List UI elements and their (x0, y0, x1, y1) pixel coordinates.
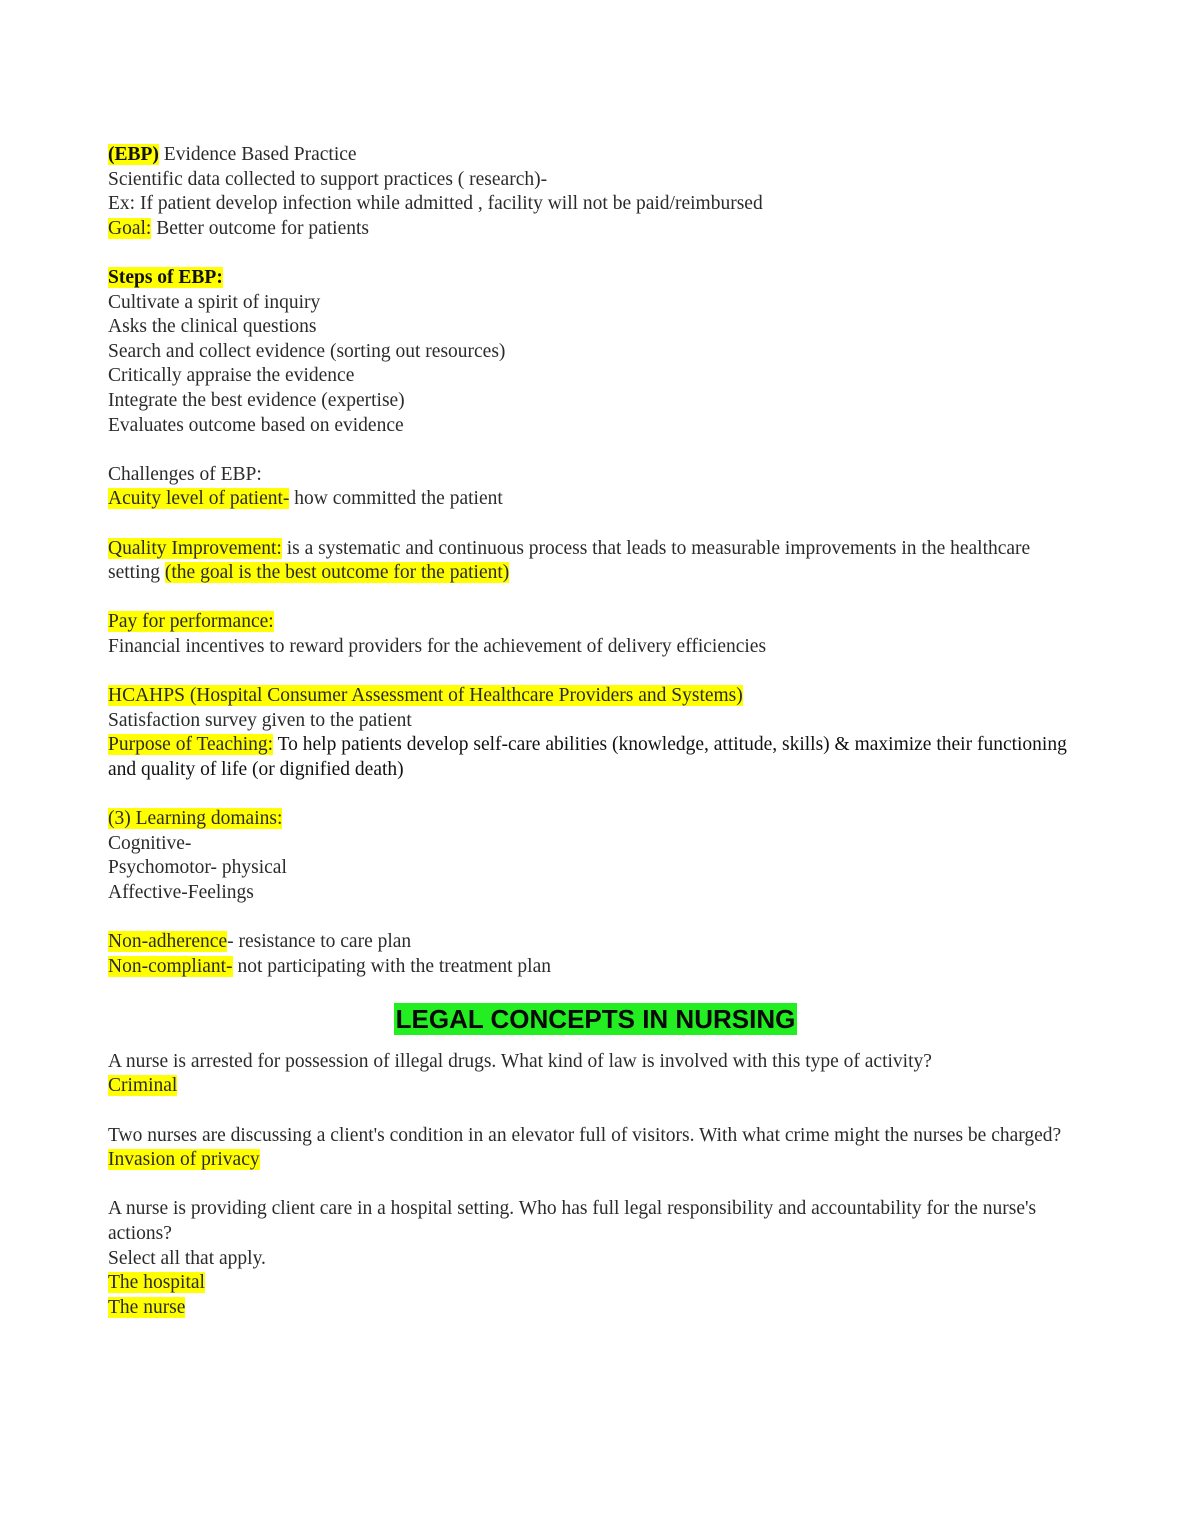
quality-goal: (the goal is the best outcome for the patient) (164, 562, 510, 584)
legal-answer-2: Invasion of privacy (108, 1149, 260, 1171)
steps-item: Integrate the best evidence (expertise) (108, 389, 405, 411)
ebp-title-line (108, 143, 1083, 168)
teaching-paragraph (108, 733, 1083, 782)
challenges-line (108, 487, 1083, 512)
ebp-example: Ex: If patient develop infection while admitted , facility will not be paid/reimbursed (108, 193, 763, 215)
pay-term: Pay for performance: (108, 611, 274, 633)
challenges-text: how committed the patient (289, 488, 503, 510)
domains-item: Cognitive- (108, 832, 192, 854)
legal-answer-2-line (108, 1148, 1083, 1173)
legal-answer-1: Criminal (108, 1075, 178, 1097)
legal-answer-3b-line (108, 1296, 1083, 1321)
challenges-term: Acuity level of patient- (108, 488, 290, 510)
legal-question-1: A nurse is arrested for possession of illegal drugs. What kind of law is involved with this type of activity? (108, 1050, 932, 1072)
steps-item: Critically appraise the evidence (108, 365, 355, 387)
document-page (108, 143, 1083, 1320)
steps-item: Evaluates outcome based on evidence (108, 414, 404, 436)
legal-question-3-note: Select all that apply. (108, 1247, 266, 1269)
pay-heading-line (108, 610, 1083, 635)
compliant-line (108, 955, 1083, 980)
adherence-term: Non-adherence (108, 931, 228, 952)
adherence-text: - resistance to care plan (227, 931, 412, 952)
legal-question-3: A nurse is providing client care in a hospital setting. Who has full legal responsibility and accountability for the nurse's actions? (108, 1198, 1037, 1244)
ebp-abbr: (EBP) (108, 144, 159, 165)
steps-heading: Steps of EBP: (108, 266, 223, 288)
legal-heading: LEGAL CONCEPTS IN NURSING (395, 1004, 796, 1035)
quality-paragraph (108, 537, 1083, 586)
ebp-goal-text: Better outcome for patients (151, 217, 370, 239)
hcahps-term: HCAHPS (Hospital Consumer Assessment of Healthcare Providers and Systems) (108, 685, 743, 707)
ebp-definition: Scientific data collected to support practices ( research)- (108, 168, 548, 190)
legal-answer-3a-line (108, 1271, 1083, 1296)
teaching-term: Purpose of Teaching: (108, 734, 274, 756)
ebp-title: Evidence Based Practice (158, 144, 357, 165)
domains-item: Affective-Feelings (108, 881, 254, 903)
legal-answer-1-line (108, 1074, 1083, 1099)
legal-heading-wrap (108, 1003, 1083, 1036)
domains-item: Psychomotor- physical (108, 857, 287, 879)
legal-answer-3a: The hospital (108, 1272, 205, 1294)
steps-heading-line (108, 266, 1083, 291)
adherence-line (108, 930, 1083, 955)
teaching-text: To help patients develop self-care abilities (knowledge, attitude, skills) & maximize their functioning and quality of life (or dignified death) (108, 734, 1067, 780)
ebp-goal-line (108, 217, 1083, 242)
challenges-heading: Challenges of EBP: (108, 463, 262, 485)
steps-item: Cultivate a spirit of inquiry (108, 291, 321, 313)
steps-item: Asks the clinical questions (108, 316, 317, 338)
steps-item: Search and collect evidence (sorting out resources) (108, 340, 506, 362)
quality-text: is a systematic and continuous process that leads to measurable improvements in the healthcare setting (108, 537, 1031, 584)
domains-heading-line (108, 807, 1083, 832)
ebp-goal-label: Goal: (108, 217, 152, 239)
legal-answer-3b: The nurse (108, 1296, 186, 1318)
legal-question-2: Two nurses are discussing a client's condition in an elevator full of visitors. With what crime might the nurses be charged? (108, 1124, 1062, 1146)
compliant-text: not participating with the treatment plan (232, 955, 551, 977)
domains-heading: (3) Learning domains: (108, 808, 283, 830)
hcahps-text: Satisfaction survey given to the patient (108, 709, 412, 731)
compliant-term: Non-compliant- (108, 955, 233, 977)
hcahps-heading-line (108, 684, 1083, 709)
quality-term: Quality Improvement: (108, 537, 282, 559)
pay-text: Financial incentives to reward providers for the achievement of delivery efficiencies (108, 635, 767, 657)
